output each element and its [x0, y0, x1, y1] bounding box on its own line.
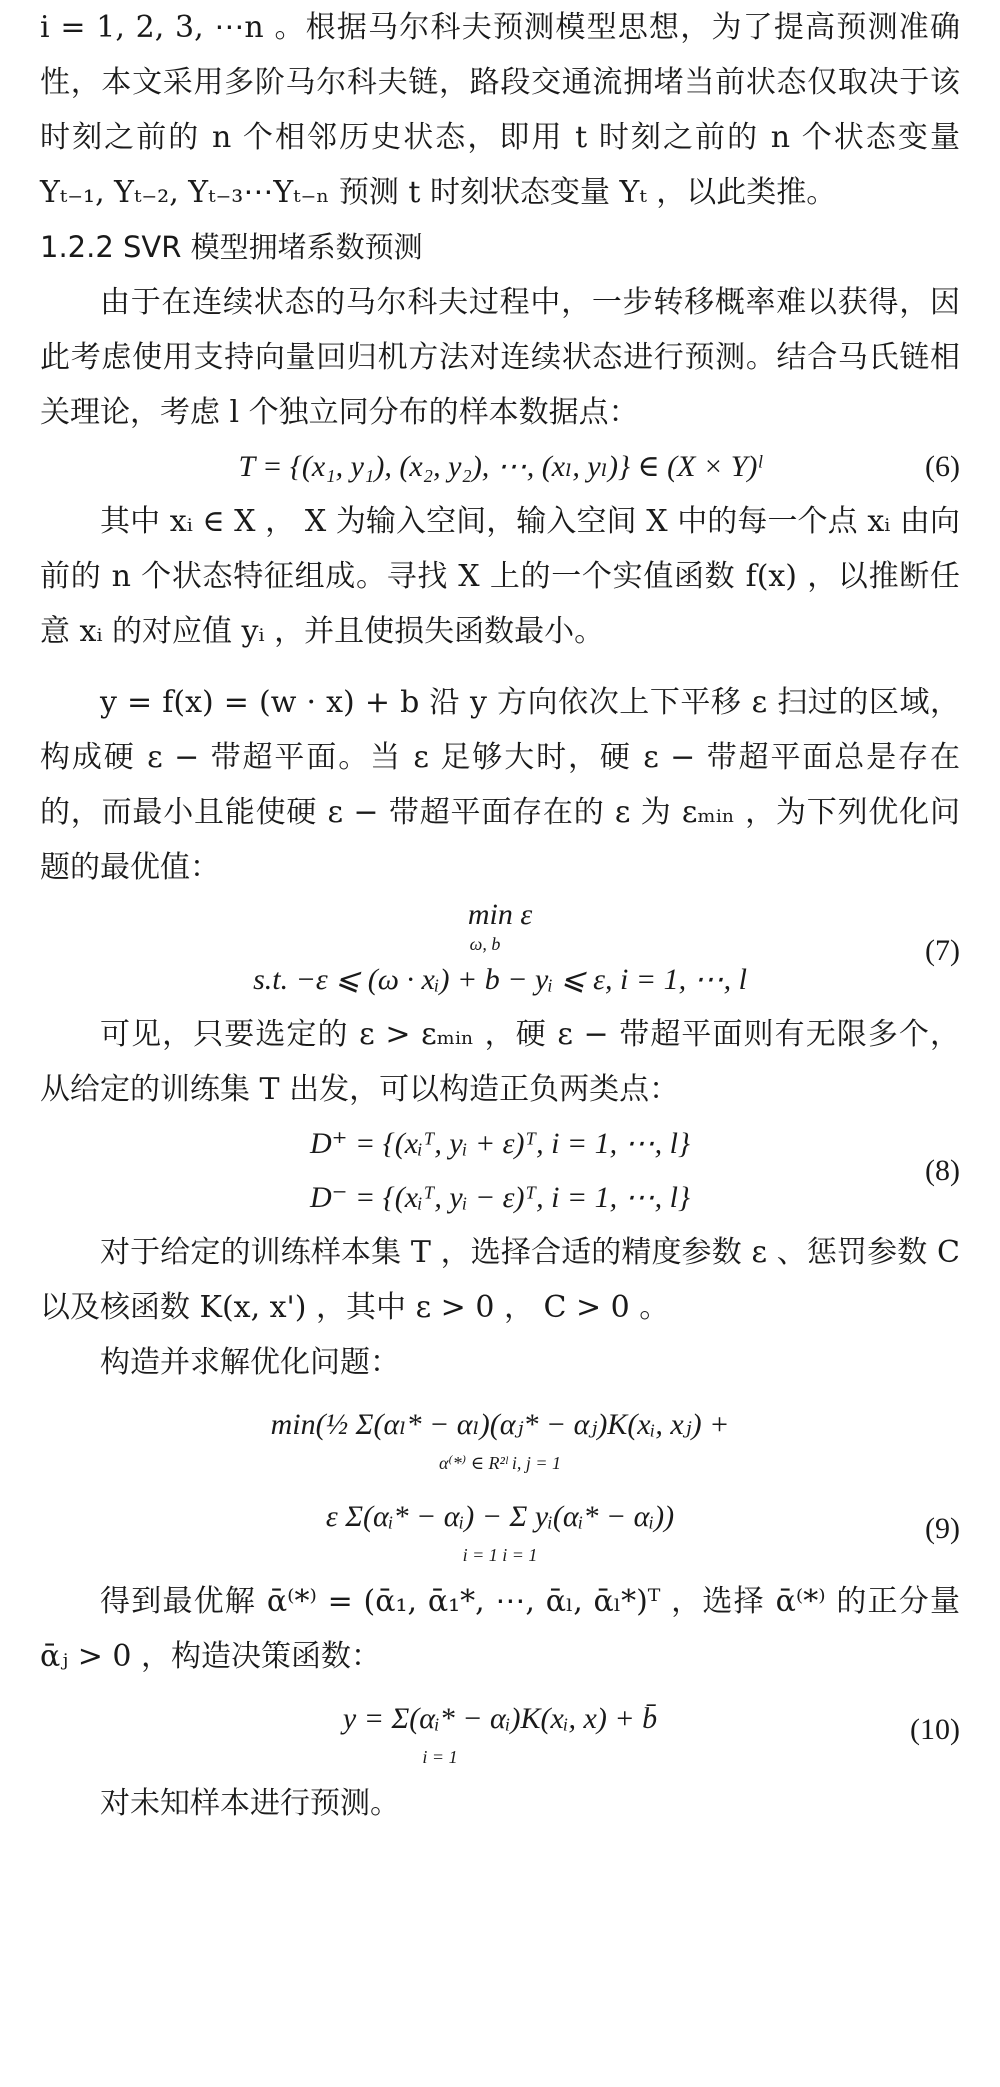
- paragraph-svr-intro: 由于在连续状态的马尔科夫过程中，一步转移概率难以获得，因此考虑使用支持向量回归机方法对连续状态进行预测。结合马氏链相关理论，考虑 l 个独立同分布的样本数据点：: [40, 285, 960, 430]
- equation-10-body: y = Σ(αᵢ* − αᵢ)K(xᵢ, x) + b̄: [342, 1702, 658, 1735]
- equation-7-objective-sub: ω, b: [469, 934, 501, 954]
- equation-number-10: (10): [910, 1713, 960, 1746]
- equation-7-objective: min ε: [467, 898, 533, 931]
- paragraph-markov-order: i = 1, 2, 3, ⋯n 。根据马尔科夫预测模型思想，为了提高预测准确性，本文采用多阶马尔科夫链，路段交通流拥堵当前状态仅取决于该时刻之前的 n 个相邻历史状态，即用 t 时刻之前的 n 个状态变量 Yₜ₋₁, Yₜ₋₂, Yₜ₋₃⋯Yₜ₋ₙ 预测 t 时刻状态变量 Yₜ ，以此类推。: [40, 10, 960, 210]
- equation-number-8: (8): [925, 1154, 960, 1187]
- equation-8-negative: D⁻ = {(xᵢᵀ, yᵢ − ε)ᵀ, i = 1, ⋯, l}: [310, 1181, 690, 1214]
- paragraph-input-space: 其中 xᵢ ∈ X ， X 为输入空间，输入空间 X 中的每一个点 xᵢ 由向前的 n 个状态特征组成。寻找 X 上的一个实值函数 f(x) ，以推断任意 xᵢ 的对应值 yᵢ ，并且使损失函数最小。: [40, 504, 960, 649]
- equation-8: [40, 1117, 960, 1225]
- equation-6-body: T = {(x₁, y₁), (x₂, y₂), ⋯, (xₗ, yₗ)} ∈ (X × Y)ˡ: [238, 450, 762, 483]
- equation-9-line-1: min(½ Σ(αₗ* − αₗ)(αⱼ* − αⱼ)K(xᵢ, xⱼ) +: [270, 1408, 730, 1441]
- equation-10: [40, 1692, 960, 1768]
- equation-10-sub: i = 1: [422, 1747, 458, 1767]
- paragraph-infinite-hyperplanes: 可见，只要选定的 ε > εₘᵢₙ ，硬 ε − 带超平面则有无限多个，从给定的训练集 T 出发，可以构造正负两类点：: [40, 1017, 960, 1107]
- equation-9-line-2: ε Σ(αᵢ* − αᵢ) − Σ yᵢ(αᵢ* − αᵢ)): [325, 1500, 675, 1533]
- paragraph-optimal-solution: 得到最优解 ᾱ⁽*⁾ = (ᾱ₁, ᾱ₁*, ⋯, ᾱₗ, ᾱₗ*)ᵀ ，选择 ᾱ⁽*⁾ 的正分量 ᾱⱼ > 0 ，构造决策函数：: [40, 1584, 960, 1674]
- equation-7: [40, 895, 960, 1007]
- equation-number-9: (9): [925, 1512, 960, 1546]
- section-heading-svr: 1.2.2 SVR 模型拥堵系数预测: [40, 230, 423, 264]
- equation-6: [40, 440, 960, 494]
- equation-number-6: (6): [925, 450, 960, 483]
- paragraph-hyperplane: y = f(x) = (w · x) + b 沿 y 方向依次上下平移 ε 扫过的区域，构成硬 ε − 带超平面。当 ε 足够大时，硬 ε − 带超平面总是存在的，而最小且能使硬 ε − 带超平面存在的 ε 为 εₘᵢₙ ，为下列优化问题的最优值：: [40, 685, 960, 885]
- paragraph-optimization: 构造并求解优化问题：: [100, 1345, 400, 1380]
- paper-body: [40, 0, 960, 1831]
- paragraph-parameters: 对于给定的训练样本集 T ，选择合适的精度参数 ε 、惩罚参数 C 以及核函数 K(x, x') ，其中 ε > 0 ， C > 0 。: [40, 1235, 960, 1325]
- equation-9-line-2-sub: i = 1 i = 1: [462, 1545, 538, 1565]
- paragraph-predict: 对未知样本进行预测。: [100, 1786, 400, 1821]
- equation-9-line-1-sub: α⁽*⁾ ∈ R²ˡ i, j = 1: [438, 1453, 562, 1473]
- equation-7-constraint: s.t. −ε ⩽ (ω · xᵢ) + b − yᵢ ⩽ ε, i = 1, ⋯, l: [253, 963, 747, 996]
- equation-number-7: (7): [925, 934, 960, 967]
- equation-9: [40, 1398, 960, 1566]
- equation-8-positive: D⁺ = {(xᵢᵀ, yᵢ + ε)ᵀ, i = 1, ⋯, l}: [310, 1127, 690, 1160]
